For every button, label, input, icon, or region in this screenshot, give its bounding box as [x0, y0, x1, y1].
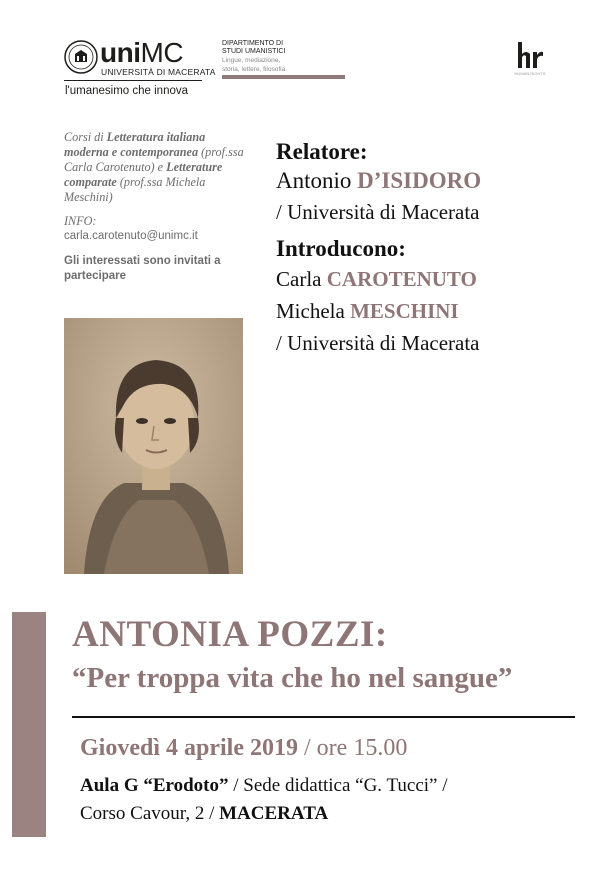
dept-sub1: Lingue, mediazione, [222, 57, 281, 64]
introducer-1: Carla CAROTENUTO [276, 267, 477, 291]
human-rights-caption: HUMAN RIGHTS [514, 71, 546, 76]
portrait-illustration [64, 318, 243, 574]
event-address: Corso Cavour, 2 / MACERATA [80, 803, 329, 824]
relatore-affiliation: / Università di Macerata [276, 200, 480, 224]
department-logo [222, 40, 347, 74]
dept-accent-bar [222, 75, 345, 79]
info-label: INFO: [64, 214, 97, 228]
university-slogan: l'umanesimo che innova [65, 85, 189, 97]
event-date: Giovedì 4 aprile 2019 / ore 15.00 [80, 735, 408, 761]
contact-email: carla.carotenuto@unimc.it [64, 230, 198, 242]
relatore-label: Relatore: [276, 139, 368, 164]
introducers-affiliation: / Università di Macerata [276, 331, 480, 355]
university-name: UNIVERSITÀ DI MACERATA [101, 67, 216, 77]
course-info [64, 130, 249, 284]
logo-divider [64, 80, 202, 81]
unimc-logo [64, 37, 216, 97]
event-title: ANTONIA POZZI: [72, 614, 388, 655]
dept-sub2: storia, lettere, filosofia [222, 66, 286, 73]
dept-line1: DIPARTIMENTO DI [222, 40, 284, 47]
introducono-label: Introducono: [276, 236, 406, 261]
decorative-side-bar [12, 612, 46, 837]
event-subtitle: “Per troppa vita che ho nel sangue” [72, 662, 513, 694]
dept-line2: STUDI UMANISTICI [222, 48, 286, 55]
title-divider [72, 716, 575, 718]
speakers-section [276, 138, 596, 359]
introducer-2: Michela MESCHINI [276, 299, 459, 323]
course-description: Corsi di Letteratura italiana moderna e contemporanea (prof.ssa Carla Carotenuto) e Letterature comparate (prof.ssa Michela Meschini) [64, 130, 244, 204]
relatore-name: Antonio D’ISIDORO [276, 168, 482, 193]
logo-wordmark: uniMC [100, 37, 184, 68]
invitation-text: Gli interessati sono invitati a partecipare [64, 255, 221, 282]
university-seal-icon [64, 40, 98, 74]
event-venue: Aula G “Erodoto” / Sede didattica “G. Tucci” / [80, 775, 448, 796]
portrait-photo [64, 318, 243, 574]
